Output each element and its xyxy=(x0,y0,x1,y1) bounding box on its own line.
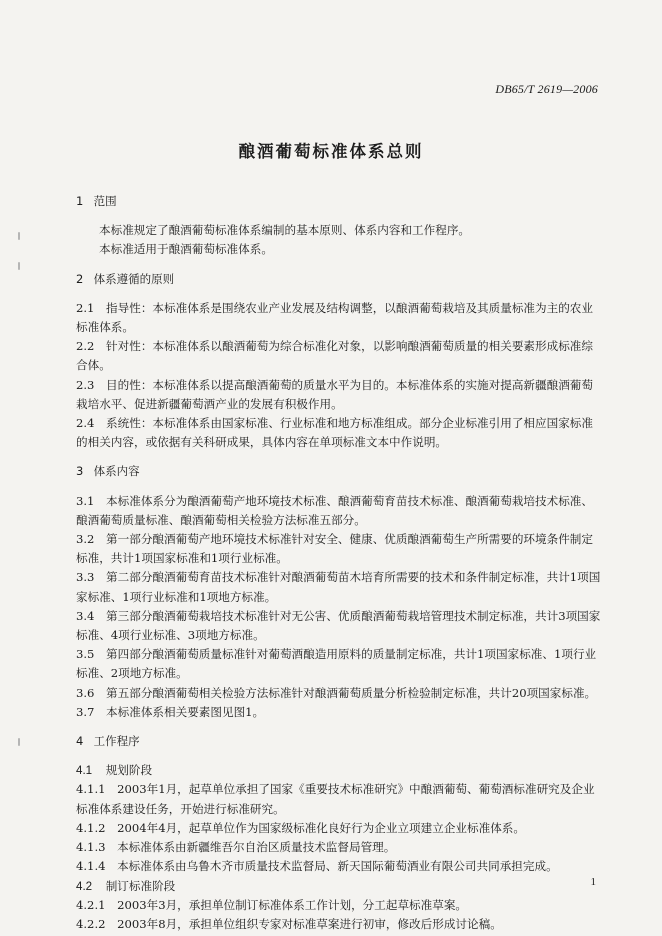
clause: 4.1.4 本标准体系由乌鲁木齐市质量技术监督局、新天国际葡萄酒业有限公司共同承担完成。 xyxy=(76,859,558,874)
section-title: 体系内容 xyxy=(93,464,140,479)
section-heading-scope xyxy=(76,192,604,211)
section-number: 4 xyxy=(76,734,84,749)
scan-speck xyxy=(18,232,20,240)
section-heading-content xyxy=(76,462,604,481)
clause: 4.1.3 本标准体系由新疆维吾尔自治区质量技术监督局管理。 xyxy=(76,840,396,855)
clause: 3.5 第四部分酿酒葡萄质量标准针对葡萄酒酿造用原料的质量制定标准，共计1项国家标准、1项行业标准、2项地方标准。 xyxy=(76,647,597,681)
clause: 3.3 第二部分酿酒葡萄育苗技术标准针对酿酒葡萄苗木培育所需要的技术和条件制定标准，共计1项国家标准、1项行业标准和1项地方标准。 xyxy=(76,570,601,604)
section-title: 范围 xyxy=(93,194,117,208)
section-number: 1 xyxy=(76,194,84,208)
clause: 4.1.1 2003年1月，起草单位承担了国家《重要技术标准研究》中酿酒葡萄、葡萄酒标准研究及企业标准体系建设任务，开始进行标准研究。 xyxy=(76,782,595,816)
document-body xyxy=(76,192,604,934)
section-title: 工作程序 xyxy=(93,734,140,749)
clause: 3.1 本标准体系分为酿酒葡萄产地环境技术标准、酿酒葡萄育苗技术标准、酿酒葡萄栽培技术标准、酿酒葡萄质量标准、酿酒葡萄相关检验方法标准五部分。 xyxy=(76,493,593,527)
subsection-heading-planning xyxy=(76,761,604,780)
paragraph: 本标准适用于酿酒葡萄标准体系。 xyxy=(99,242,273,257)
standard-code: DB65/T 2619—2006 xyxy=(495,82,598,96)
clause: 3.2 第一部分酿酒葡萄产地环境技术标准针对安全、健康、优质酿酒葡萄生产所需要的环境条件制定标准，共计1项国家标准和1项行业标准。 xyxy=(76,532,593,566)
subsection-title: 制订标准阶段 xyxy=(105,878,176,893)
page-number: 1 xyxy=(590,876,596,888)
clause: 3.6 第五部分酿酒葡萄相关检验方法标准针对酿酒葡萄质量分析检验制定标准，共计20项国家标准。 xyxy=(76,685,597,700)
subsection-title: 规划阶段 xyxy=(105,763,153,778)
clause: 4.2.1 2003年3月，承担单位制订标准体系工作计划，分工起草标准草案。 xyxy=(76,897,468,912)
section-heading-principles xyxy=(76,270,604,289)
clause: 2.2 针对性：本标准体系以酿酒葡萄为综合标准化对象，以影响酿酒葡萄质量的相关要素形成标准综合体。 xyxy=(76,339,593,373)
section-number: 2 xyxy=(76,271,84,286)
section-heading-procedure xyxy=(76,732,604,751)
section-title: 体系遵循的原则 xyxy=(93,271,175,286)
clause: 3.7 本标准体系相关要素图见图1。 xyxy=(76,704,265,719)
subsection-number: 4.1 xyxy=(76,764,93,778)
clause: 4.2.2 2003年8月，承担单位组织专家对标准草案进行初审，修改后形成讨论稿。 xyxy=(76,916,502,931)
paragraph: 本标准规定了酿酒葡萄标准体系编制的基本原则、体系内容和工作程序。 xyxy=(99,223,471,238)
clause: 2.4 系统性：本标准体系由国家标准、行业标准和地方标准组成。部分企业标准引用了相应国家标准的相关内容，或依据有关科研成果，具体内容在单项标准文本中作说明。 xyxy=(76,416,593,450)
clause: 2.1 指导性：本标准体系是围绕农业产业发展及结构调整，以酿酒葡萄栽培及其质量标准为主的农业标准体系。 xyxy=(76,300,593,335)
scan-speck xyxy=(18,262,20,270)
subsection-number: 4.2 xyxy=(76,879,93,893)
clause: 2.3 目的性：本标准体系以提高酿酒葡萄的质量水平为目的。本标准体系的实施对提高新疆酿酒葡萄栽培水平、促进新疆葡萄酒产业的发展有积极作用。 xyxy=(76,377,593,411)
document-title: 酿酒葡萄标准体系总则 xyxy=(238,142,424,161)
section-number: 3 xyxy=(76,464,84,479)
clause: 4.1.2 2004年4月，起草单位作为国家级标准化良好行为企业立项建立企业标准体系。 xyxy=(76,820,525,835)
scan-speck xyxy=(18,738,20,746)
clause: 3.4 第三部分酿酒葡萄栽培技术标准针对无公害、优质酿酒葡萄栽培管理技术制定标准，共计3项国家标准、4项行业标准、3项地方标准。 xyxy=(76,608,601,643)
subsection-heading-drafting xyxy=(76,877,604,896)
